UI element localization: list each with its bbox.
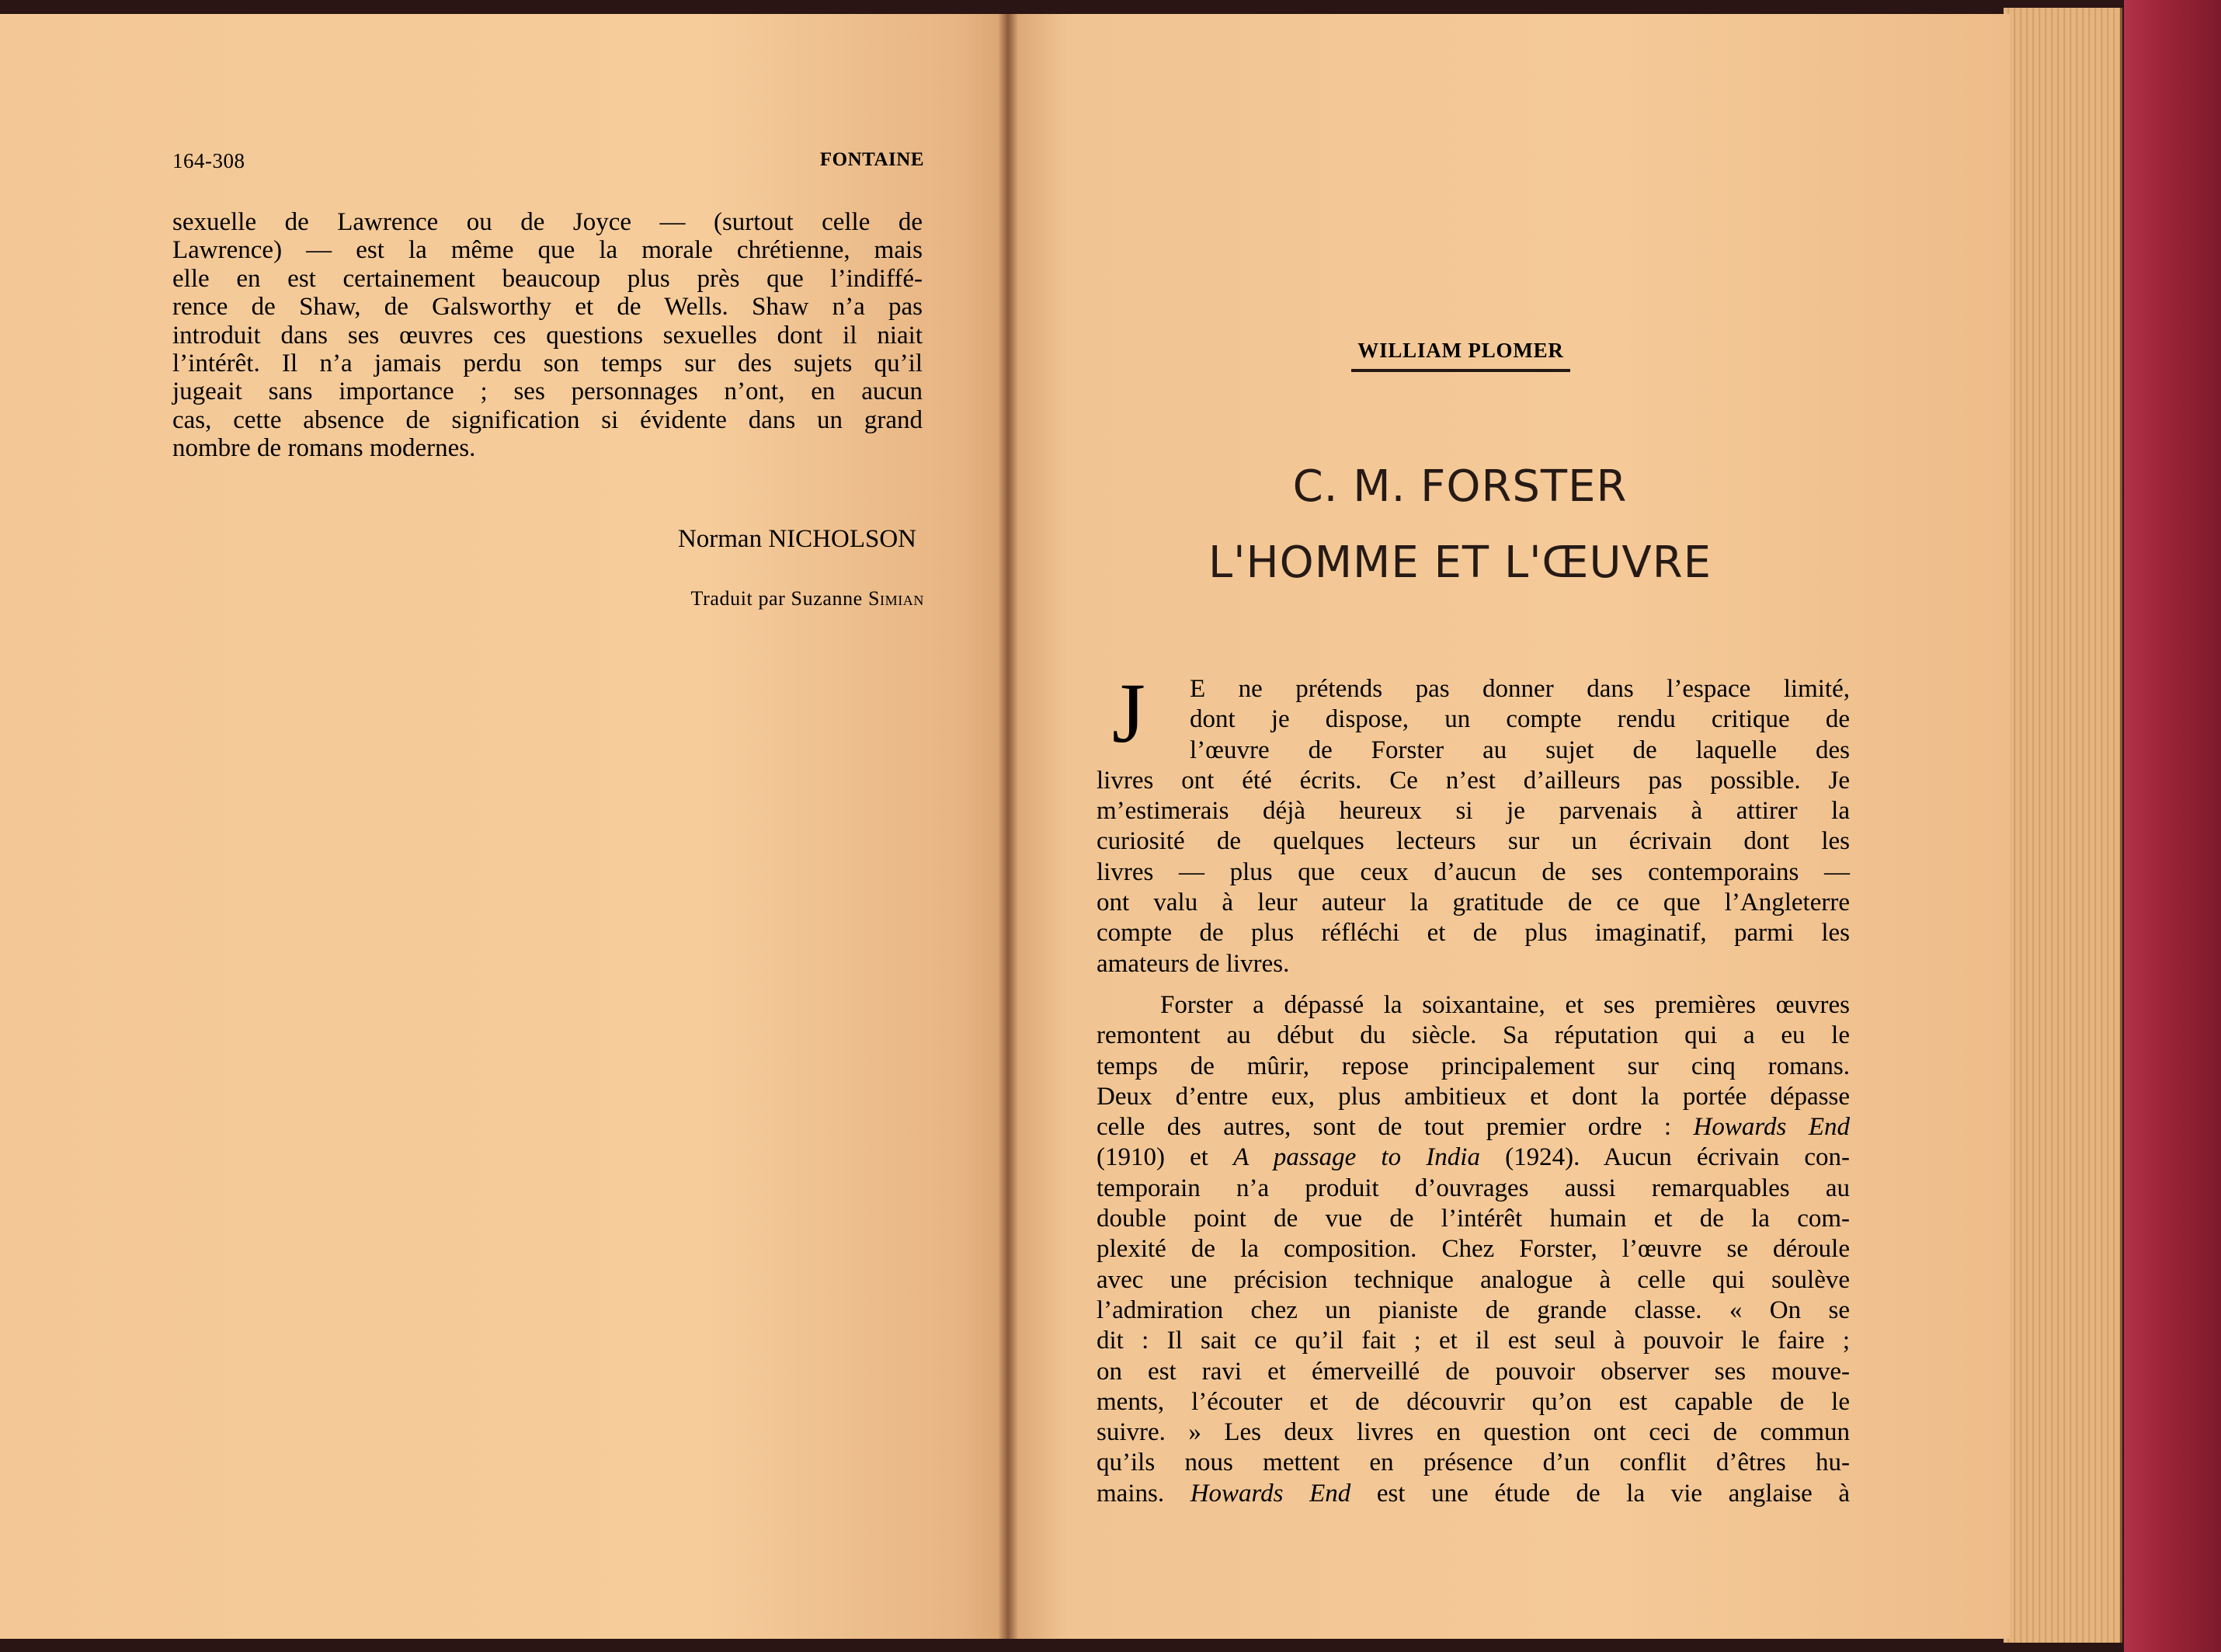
- text-line: dont je dispose, un compte rendu critique de: [1190, 705, 1850, 734]
- text-line: [1097, 1112, 1850, 1142]
- text-line: cas, cette absence de signification si évidente dans un grand: [172, 405, 923, 434]
- text-line: E ne prétends pas donner dans l’espace limité,: [1190, 675, 1850, 703]
- page-stack-edge: [2004, 8, 2122, 1643]
- right-body-text: [1097, 666, 1851, 1509]
- text-line: amateurs de livres.: [1097, 949, 1290, 978]
- text-line: l’admiration chez un pianiste de grande classe. « On se: [1097, 1296, 1850, 1324]
- text-span: mains.: [1097, 1479, 1165, 1508]
- left-body-text: [172, 208, 923, 463]
- article-author: WILLIAM PLOMER: [1351, 339, 1570, 372]
- text-span: (1910) et: [1097, 1143, 1208, 1172]
- translator-credit: [172, 587, 924, 610]
- text-line: dit : Il sait ce qu’il fait ; et il est seul à pouvoir le faire ;: [1097, 1327, 1850, 1355]
- book-cover-edge: [2124, 0, 2221, 1652]
- text-line: m’estimerais déjà heureux si je parvenais à attirer la: [1097, 797, 1850, 826]
- translator-name: Simian: [867, 587, 924, 610]
- book-title: Howards End: [1693, 1113, 1850, 1142]
- paragraph-gap: [1097, 979, 1850, 990]
- text-line: sexuelle de Lawrence ou de Joyce — (surtout celle de: [172, 208, 923, 236]
- text-span: est une étude de la vie anglaise à: [1376, 1479, 1851, 1508]
- translator-prefix: Traduit par Suzanne: [690, 587, 863, 610]
- text-line: nombre de romans modernes.: [172, 434, 476, 463]
- text-line: plexité de la composition. Chez Forster, l’œuvre se déroule: [1097, 1235, 1850, 1264]
- text-line: [1097, 1479, 1850, 1509]
- text-span: (1924). Aucun écrivain con-: [1505, 1143, 1850, 1172]
- text-line: temporain n’a produit d’ouvrages aussi remarquables au: [1097, 1174, 1850, 1202]
- text-line: l’œuvre de Forster au sujet de laquelle des: [1190, 736, 1850, 764]
- text-line: ments, l’écouter et de découvrir qu’on est capable de le: [1097, 1387, 1850, 1416]
- text-line: [1097, 1142, 1850, 1173]
- text-line: jugeait sans importance ; ses personnages n’ont, en aucun: [172, 377, 923, 406]
- text-line: elle en est certainement beaucoup plus près que l’indiffé-: [172, 264, 923, 293]
- text-line: qu’ils nous mettent en présence d’un conflit d’êtres hu-: [1097, 1449, 1850, 1477]
- book-title: Howards End: [1190, 1479, 1351, 1508]
- text-line: introduit dans ses œuvres ces questions sexuelles dont il niait: [172, 321, 923, 350]
- running-title: FONTAINE: [819, 149, 924, 170]
- text-line: Lawrence) — est la même que la morale chrétienne, mais: [172, 236, 923, 265]
- book-title: A passage to India: [1233, 1143, 1480, 1172]
- text-line: suivre. » Les deux livres en question ont ceci de commun: [1097, 1418, 1850, 1447]
- book-gutter: [999, 14, 1017, 1639]
- text-span: celle des autres, sont de tout premier ordre :: [1097, 1113, 1672, 1142]
- text-line: livres — plus que ceux d’aucun de ses contemporains —: [1097, 857, 1850, 886]
- text-line: on est ravi et émerveillé de pouvoir observer ses mouve-: [1097, 1357, 1850, 1386]
- drop-cap: J: [1112, 666, 1145, 760]
- text-line: double point de vue de l’intérêt humain et de la com-: [1097, 1205, 1850, 1233]
- article-title-line1: C. M. FORSTER: [1292, 461, 1628, 512]
- article-title-line2: L'HOMME ET L'ŒUVRE: [1208, 537, 1712, 588]
- text-line: avec une précision technique analogue à celle qui soulève: [1097, 1265, 1850, 1294]
- text-line: Deux d’entre eux, plus ambitieux et dont la portée dépasse: [1097, 1082, 1850, 1111]
- text-line: curiosité de quelques lecteurs sur un écrivain dont les: [1097, 827, 1850, 856]
- author-signature: Norman NICHOLSON: [677, 525, 916, 553]
- page-number: 164-308: [172, 149, 245, 172]
- text-line: Forster a dépassé la soixantaine, et ses premières œuvres: [1160, 990, 1850, 1019]
- text-line: remontent au début du siècle. Sa réputation qui a eu le: [1097, 1021, 1850, 1050]
- text-line: compte de plus réfléchi et de plus imaginatif, parmi les: [1097, 919, 1850, 948]
- text-line: livres ont été écrits. Ce n’est d’ailleurs pas possible. Je: [1097, 766, 1850, 795]
- text-line: ont valu à leur auteur la gratitude de ce que l’Angleterre: [1097, 889, 1850, 917]
- text-line: l’intérêt. Il n’a jamais perdu son temps sur des sujets qu’il: [172, 350, 923, 378]
- text-line: rence de Shaw, de Galsworthy et de Wells. Shaw n’a pas: [172, 293, 923, 322]
- text-line: temps de mûrir, repose principalement sur cinq romans.: [1097, 1052, 1850, 1080]
